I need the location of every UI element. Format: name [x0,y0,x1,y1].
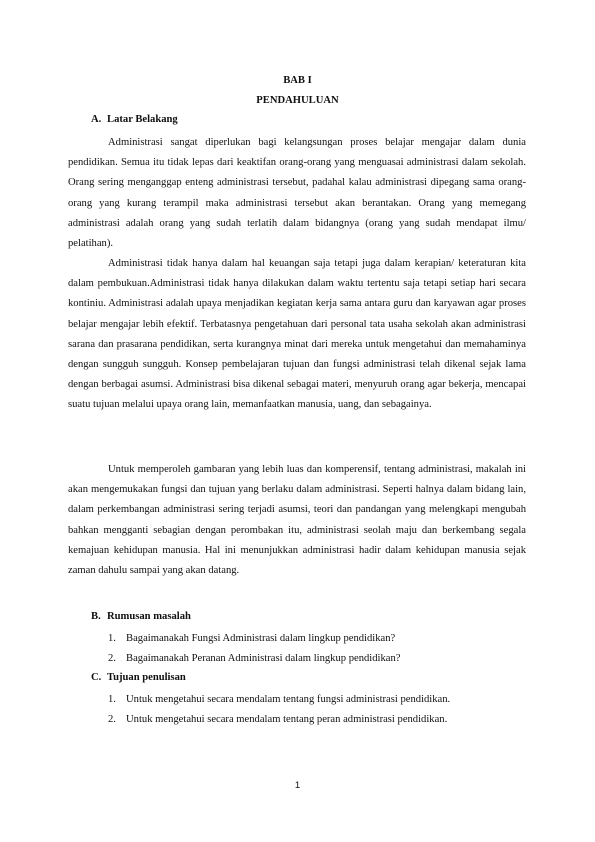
section-heading-tujuan-penulisan [91,672,186,683]
list-number: 1. [108,633,116,644]
list-item [108,710,528,730]
section-title: Latar Belakang [107,114,178,125]
list-number: 2. [108,714,116,726]
rumusan-masalah-list [108,629,528,669]
chapter-title: PENDAHULUAN [256,95,339,106]
section-label: B. [91,611,101,622]
tujuan-penulisan-list [108,690,528,730]
section-title: Tujuan penulisan [107,672,186,683]
list-item [108,649,528,669]
list-number: 2. [108,653,116,665]
paragraph-2: Administrasi tidak hanya dalam hal keuangan saja tetapi juga dalam kerapian/ keteraturan kita dalam pembukuan.Administrasi tidak hanya dilakukan dalam waktu tertentu saja tetapi setiap hari secara kontiniu. Administrasi adalah upaya menjadikan kegiatan kerja sama antara guru dan karyawan agar proses belajar mengajar lebih efektif. Terbatasnya pengetahuan dari personal tata usaha sekolah akan administrasi sarana dan prasarana pendidikan, serta kurangnya minat dari mereka untuk mengetahui dan memahaminya dengan sungguh sungguh. Konsep pembelajaran tujuan dan fungsi administrasi telah dikenal sejak lama dengan berbagai asumsi. Administrasi bisa dikenal sebagai materi, menyuruh orang agar bekerja, mencapai suatu tujuan melalui upaya orang lain, memanfaatkan manusia, uang, dan sebagainya. [68,258,526,411]
section-heading-rumusan-masalah [91,611,191,622]
list-text: Untuk mengetahui secara mendalam tentang peran administrasi pendidikan. [126,714,448,726]
section-label: A. [91,114,102,125]
chapter-number: BAB I [283,75,312,86]
paragraph-3: Untuk memperoleh gambaran yang lebih luas dan komperensif, tentang administrasi, makalah ini akan mengemukakan fungsi dan tujuan yang berlaku dalam administrasi. Seperti halnya dalam bidang lain, dalam perkembangan administrasi sering terjadi asumsi, teori dan pandangan yang melengkapi mengubah bahkan mengganti sebagian dengan perombakan itu, administrasi seolah maju dan berkembang segala kemajuan kehidupan manusia. Hal ini menunjukkan administrasi hadir dalam kehidupan manusia sejak zaman dahulu sampai yang akan datang. [68,464,526,577]
list-number: 1. [108,694,116,705]
list-text: Untuk mengetahui secara mendalam tentang fungsi administrasi pendidikan. [126,694,451,705]
section-heading-latar-belakang [91,114,178,125]
section-title: Rumusan masalah [107,611,191,622]
section-label: C. [91,672,102,683]
list-item [108,629,528,649]
list-text: Bagaimanakah Fungsi Administrasi dalam lingkup pendidikan? [126,633,396,644]
list-item [108,690,528,710]
list-text: Bagaimanakah Peranan Administrasi dalam lingkup pendidikan? [126,653,401,665]
paragraph-1: Administrasi sangat diperlukan bagi kelangsungan proses belajar mengajar dalam dunia pendidikan. Semua itu tidak lepas dari keaktifan orang-orang yang menguasai administrasi dalam sekolah. Orang sering menganggap enteng administrasi tersebut, padahal kalau administrasi dipegang sama orang-orang yang kurang terampil maka administrasi tersebut akan berantakan. Orang yang memegang administrasi adalah orang yang sudah terlatih dalam bidangnya (orang yang sudah mendapat ilmu/ pelatihan). [68,137,526,250]
page-number: 1 [294,780,301,791]
